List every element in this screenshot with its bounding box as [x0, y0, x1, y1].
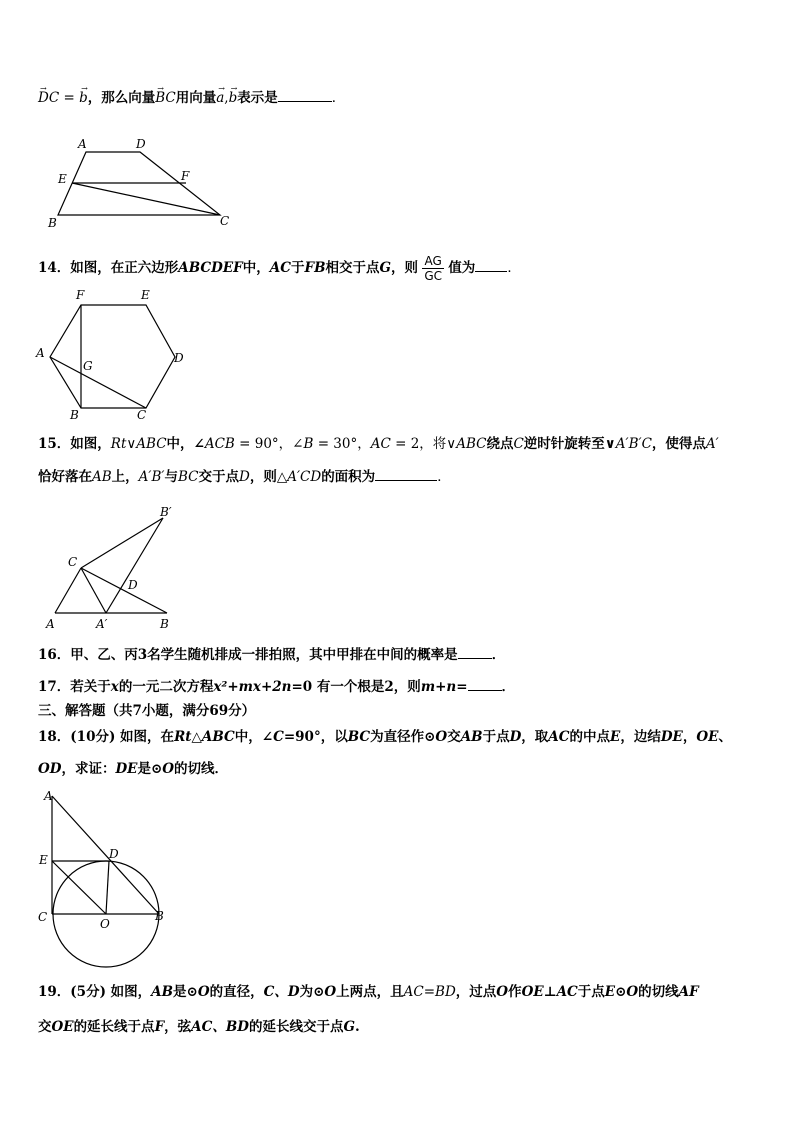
vector-b2: → b	[229, 88, 238, 108]
label-a: A	[78, 137, 87, 151]
answer-blank[interactable]	[375, 468, 437, 481]
label-d: D	[174, 351, 184, 365]
vector-b: → b	[79, 88, 88, 108]
segment-a1b1	[106, 518, 163, 613]
label-a1: A′	[96, 617, 108, 631]
section-title: 三、解答题（共7小题，满分69分）	[38, 703, 256, 719]
label-d: D	[109, 847, 119, 861]
q17-text: 17．若关于x的一元二次方程x²+mx+2n=0 有一个根是2，则m+n= ．	[38, 679, 516, 695]
q18-text-line2: OD，求证：DE是⊙O的切线．	[38, 761, 229, 777]
fraction-ag-gc: $\frac{AG}{GC}$	[424, 254, 443, 283]
label-b: B	[48, 216, 57, 230]
q14-text: 14．如图，在正六边形ABCDEF中，AC于FB相交于点G，则 $\frac{AG}{GC}$ 值为 ．	[38, 254, 521, 283]
label-c: C	[38, 910, 48, 924]
label-b: B	[160, 617, 169, 631]
answer-blank[interactable]	[475, 259, 507, 272]
label-d: D	[136, 137, 146, 151]
rotation-triangle-figure	[40, 505, 190, 635]
vector-a: → a	[216, 88, 224, 108]
label-e: E	[58, 172, 67, 186]
segment-ec	[72, 183, 220, 215]
label-c: C	[68, 555, 78, 569]
label-c: C	[137, 408, 147, 422]
label-a: A	[46, 617, 55, 631]
label-d: D	[128, 578, 138, 592]
vector-bc: → BC	[155, 88, 176, 108]
q18-text-line1: 18．(10分) 如图，在Rt△ABC中，∠C=90°，以BC为直径作⊙O交AB于点D，取AC的中点E，边结DE，OE、	[38, 729, 732, 745]
label-a: A	[44, 789, 53, 803]
label-a: A	[36, 346, 45, 360]
q16-text: 16．甲、乙、丙3名学生随机排成一排拍照，其中甲排在中间的概率是 ．	[38, 647, 506, 663]
label-c: C	[220, 214, 230, 228]
q19-text-line1: 19．(5分) 如图，AB是⊙O的直径，C、D为⊙O上两点，且AC=BD，过点O作OE⊥AC于点E⊙O的切线AF	[38, 984, 699, 1000]
label-b: B	[70, 408, 79, 422]
q13-text: → DC = → b，那么向量→ BC用向量→ a,→ b表示是 ．	[38, 88, 345, 108]
q19-text-line2: 交OE的延长线于点F，弦AC、BD的延长线交于点G.	[38, 1019, 360, 1035]
circle-tangent-figure	[34, 788, 174, 978]
label-f: F	[76, 288, 85, 302]
label-b1: B′	[160, 505, 172, 519]
segment-ac	[55, 568, 81, 613]
label-e: E	[39, 853, 48, 867]
label-b: B	[155, 909, 164, 923]
arc-equation: AC=BD	[403, 984, 456, 1000]
hexagon-abcdef	[50, 305, 175, 408]
q15-text-line1: 15．如图，Rt∨ABC中，∠ACB = 90°，∠B = 30°，AC = 2，将∨ABC绕点C逆时针旋转至∨A′B′C，使得点A′	[38, 436, 719, 452]
segment-od	[106, 861, 109, 914]
label-e: E	[141, 288, 150, 302]
answer-blank[interactable]	[468, 678, 502, 691]
answer-blank[interactable]	[278, 89, 332, 102]
vector-dc: → DC	[38, 88, 59, 108]
segment-ab	[52, 796, 159, 914]
q15-text-line2: 恰好落在AB上，A′B′与BC交于点D，则△A′CD的面积为 ．	[38, 469, 451, 485]
answer-blank[interactable]	[458, 646, 492, 659]
label-f: F	[181, 169, 190, 183]
label-o: O	[100, 917, 110, 931]
label-g: G	[83, 359, 93, 373]
hexagon-figure	[34, 286, 194, 426]
segment-ac	[50, 357, 146, 408]
segment-cb1	[81, 518, 163, 568]
trapezoid-figure	[40, 135, 240, 230]
